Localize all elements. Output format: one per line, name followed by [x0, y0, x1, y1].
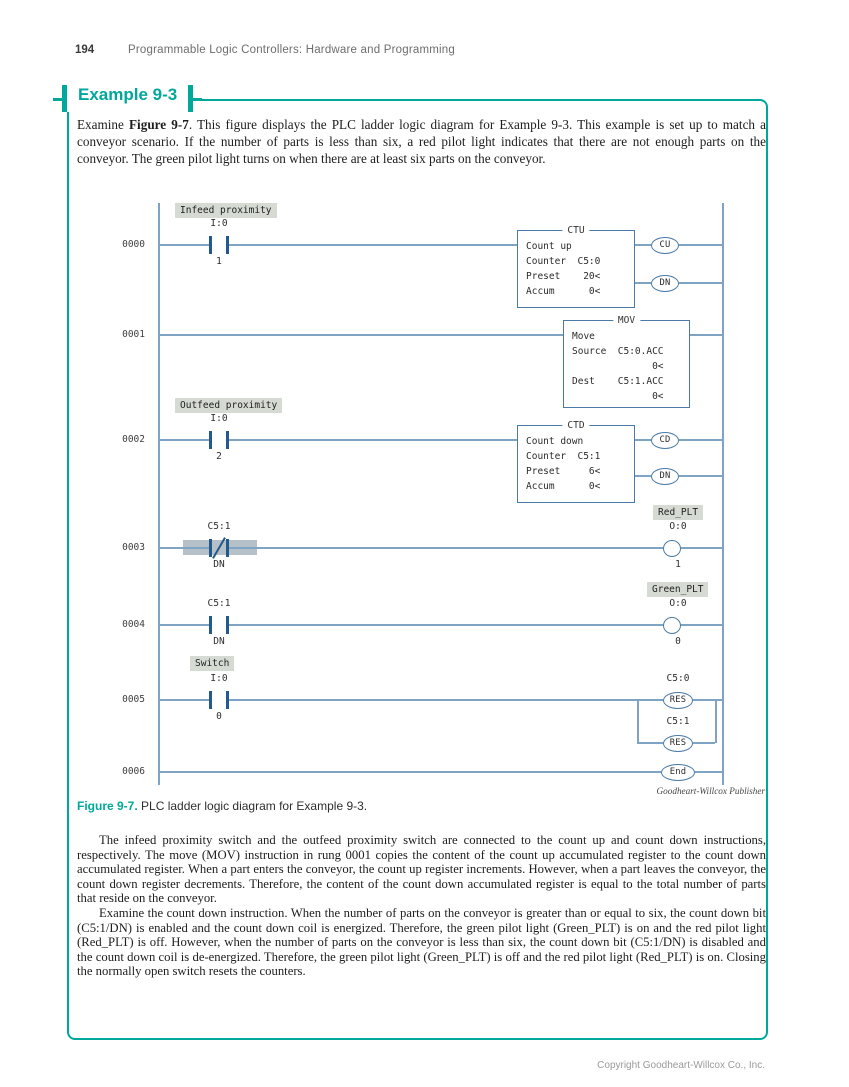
- wire: [635, 244, 651, 246]
- wire: [679, 244, 722, 246]
- ctd-box-rows: [518, 426, 634, 494]
- coil-res-c51: RES: [663, 735, 693, 752]
- coil-bit-1: 1: [675, 559, 681, 570]
- mov-row: Source C5:0.ACC: [572, 346, 664, 357]
- intro-text-post: . This figure displays the PLC ladder logic diagram for Example 9-3. This example is set up to match a conveyor scenario. If the number of parts is less than six, a red pilot light indicates that there are not enough parts on the conveyor. The green pilot light turns on when there are at least six parts on the conveyor.: [77, 117, 766, 166]
- contact-switch: [209, 691, 229, 709]
- mov-row: 0<: [572, 391, 664, 402]
- contact-bit-0: 0: [216, 711, 222, 722]
- mov-row: Dest C5:1.ACC: [572, 376, 664, 387]
- ctu-row: Accum 0<: [526, 286, 601, 297]
- coil-dn-ctu: DN: [651, 275, 679, 292]
- rung-number-0006: 0006: [122, 766, 145, 777]
- wire: [229, 699, 663, 701]
- ctu-row: Preset 20<: [526, 271, 601, 282]
- contact-nc-count-down-bit: [209, 539, 229, 557]
- contact-address-i0: I:0: [210, 218, 228, 229]
- rung-number-0001: 0001: [122, 329, 145, 340]
- coil-dn-ctd: DN: [651, 468, 679, 485]
- tag-green-plt: Green_PLT: [647, 582, 708, 597]
- contact-no-count-down-bit: [209, 616, 229, 634]
- wire: [681, 547, 722, 549]
- example-title: Example 9-3: [62, 85, 193, 112]
- wire: [158, 771, 661, 773]
- wire: [229, 624, 663, 626]
- wire: [158, 334, 563, 336]
- coil-red-plt: [663, 540, 681, 557]
- coil-bit-0: 0: [675, 636, 681, 647]
- wire: [158, 244, 209, 246]
- wire: [635, 282, 651, 284]
- contact-bit-dn: DN: [213, 559, 225, 570]
- wire: [229, 547, 663, 549]
- wire: [693, 742, 715, 744]
- contact-bit-2: 2: [216, 451, 222, 462]
- coil-cd: CD: [651, 432, 679, 449]
- wire: [158, 439, 209, 441]
- tag-outfeed-proximity: Outfeed proximity: [175, 398, 282, 413]
- mov-instruction-box: [563, 314, 690, 408]
- reset-address-c51: C5:1: [666, 716, 690, 727]
- mov-box-title: MOV: [613, 315, 640, 326]
- intro-figure-ref: Figure 9-7: [129, 117, 189, 132]
- intro-paragraph: [77, 116, 766, 167]
- ctd-row: Preset 6<: [526, 466, 601, 477]
- tag-infeed-proximity: Infeed proximity: [175, 203, 277, 218]
- reset-address-c50: C5:0: [666, 673, 690, 684]
- intro-text-pre: Examine: [77, 117, 129, 132]
- left-power-rail: [158, 203, 160, 785]
- ctd-box-title: CTD: [562, 420, 589, 431]
- footer-copyright: Copyright Goodheart-Willcox Co., Inc.: [597, 1060, 765, 1071]
- wire: [679, 282, 722, 284]
- wire: [679, 439, 722, 441]
- figure-caption-text: PLC ladder logic diagram for Example 9-3.: [137, 799, 368, 813]
- wire: [158, 547, 209, 549]
- figure-caption: [77, 799, 765, 813]
- ctd-row: Counter C5:1: [526, 451, 601, 462]
- ctu-row: Count up: [526, 241, 572, 252]
- header-book-title: Programmable Logic Controllers: Hardware and Programming: [128, 44, 455, 56]
- rung-number-0002: 0002: [122, 434, 145, 445]
- header-page-number: 194: [75, 44, 95, 56]
- body-paragraph-2: Examine the count down instruction. When the number of parts on the conveyor is greater than or equal to six, the count down bit (C5:1/DN) is enabled and the count down coil is energized. Therefore, the green pilot light (Green_PLT) is on and the red pilot light (Red_PLT) is off. However, when the number of parts on the conveyor is less than six, the count down bit (C5:1/DN) is disabled and the count down coil is de-energized. Therefore, the green pilot light (Green_PLT) is off and the red pilot light (Red_PLT) is on. Closing the normally open switch resets the counters.: [77, 905, 766, 979]
- wire: [679, 475, 722, 477]
- rung-number-0000: 0000: [122, 239, 145, 250]
- nc-slash: [212, 537, 226, 559]
- mov-row: Move: [572, 331, 595, 342]
- rung-number-0005: 0005: [122, 694, 145, 705]
- figure-caption-label: Figure 9-7.: [77, 799, 138, 813]
- rung-number-0003: 0003: [122, 542, 145, 553]
- wire: [229, 439, 517, 441]
- contact-bit-1: 1: [216, 256, 222, 267]
- branch-wire: [637, 700, 639, 743]
- contact-address-c51: C5:1: [207, 521, 231, 532]
- coil-address-o0: O:0: [669, 521, 687, 532]
- wire: [635, 475, 651, 477]
- coil-end: End: [661, 764, 695, 781]
- wire: [229, 244, 517, 246]
- contact-address-i0: I:0: [210, 413, 228, 424]
- tag-red-plt: Red_PLT: [653, 505, 703, 520]
- contact-address-i0: I:0: [210, 673, 228, 684]
- ladder-diagram: [85, 195, 785, 797]
- wire: [158, 699, 209, 701]
- rung-number-0004: 0004: [122, 619, 145, 630]
- ctd-row: Accum 0<: [526, 481, 601, 492]
- contact-address-c51: C5:1: [207, 598, 231, 609]
- contact-bit-dn: DN: [213, 636, 225, 647]
- ctu-instruction-box: [517, 224, 635, 308]
- coil-res-c50: RES: [663, 692, 693, 709]
- ctu-box-title: CTU: [562, 225, 589, 236]
- publisher-credit: Goodheart-Willcox Publisher: [656, 786, 765, 796]
- ctd-instruction-box: [517, 419, 635, 503]
- coil-green-plt: [663, 617, 681, 634]
- right-power-rail: [722, 203, 724, 785]
- body-text: [77, 833, 766, 979]
- mov-row: 0<: [572, 361, 664, 372]
- ctu-row: Counter C5:0: [526, 256, 601, 267]
- wire: [693, 699, 722, 701]
- wire: [158, 624, 209, 626]
- coil-address-o0: O:0: [669, 598, 687, 609]
- contact-infeed-proximity: [209, 236, 229, 254]
- ctd-row: Count down: [526, 436, 584, 447]
- mov-box-rows: [564, 321, 689, 404]
- ctu-box-rows: [518, 231, 634, 299]
- wire: [635, 439, 651, 441]
- body-paragraph-1: The infeed proximity switch and the outfeed proximity switch are connected to the count up and count down instructions, respectively. The move (MOV) instruction in rung 0001 copies the content of the count up accumulated register to the count down accumulated register. When a part enters the conveyor, the count up register increments. However, when a part leaves the conveyor, the count down register decrements. Therefore, the content of the count down accumulated register is equal to the total number of parts that reside on the conveyor.: [77, 833, 766, 906]
- wire: [637, 742, 663, 744]
- wire: [695, 771, 722, 773]
- contact-outfeed-proximity: [209, 431, 229, 449]
- wire: [690, 334, 722, 336]
- wire: [681, 624, 722, 626]
- tag-switch: Switch: [190, 656, 234, 671]
- branch-wire: [715, 700, 717, 743]
- coil-cu: CU: [651, 237, 679, 254]
